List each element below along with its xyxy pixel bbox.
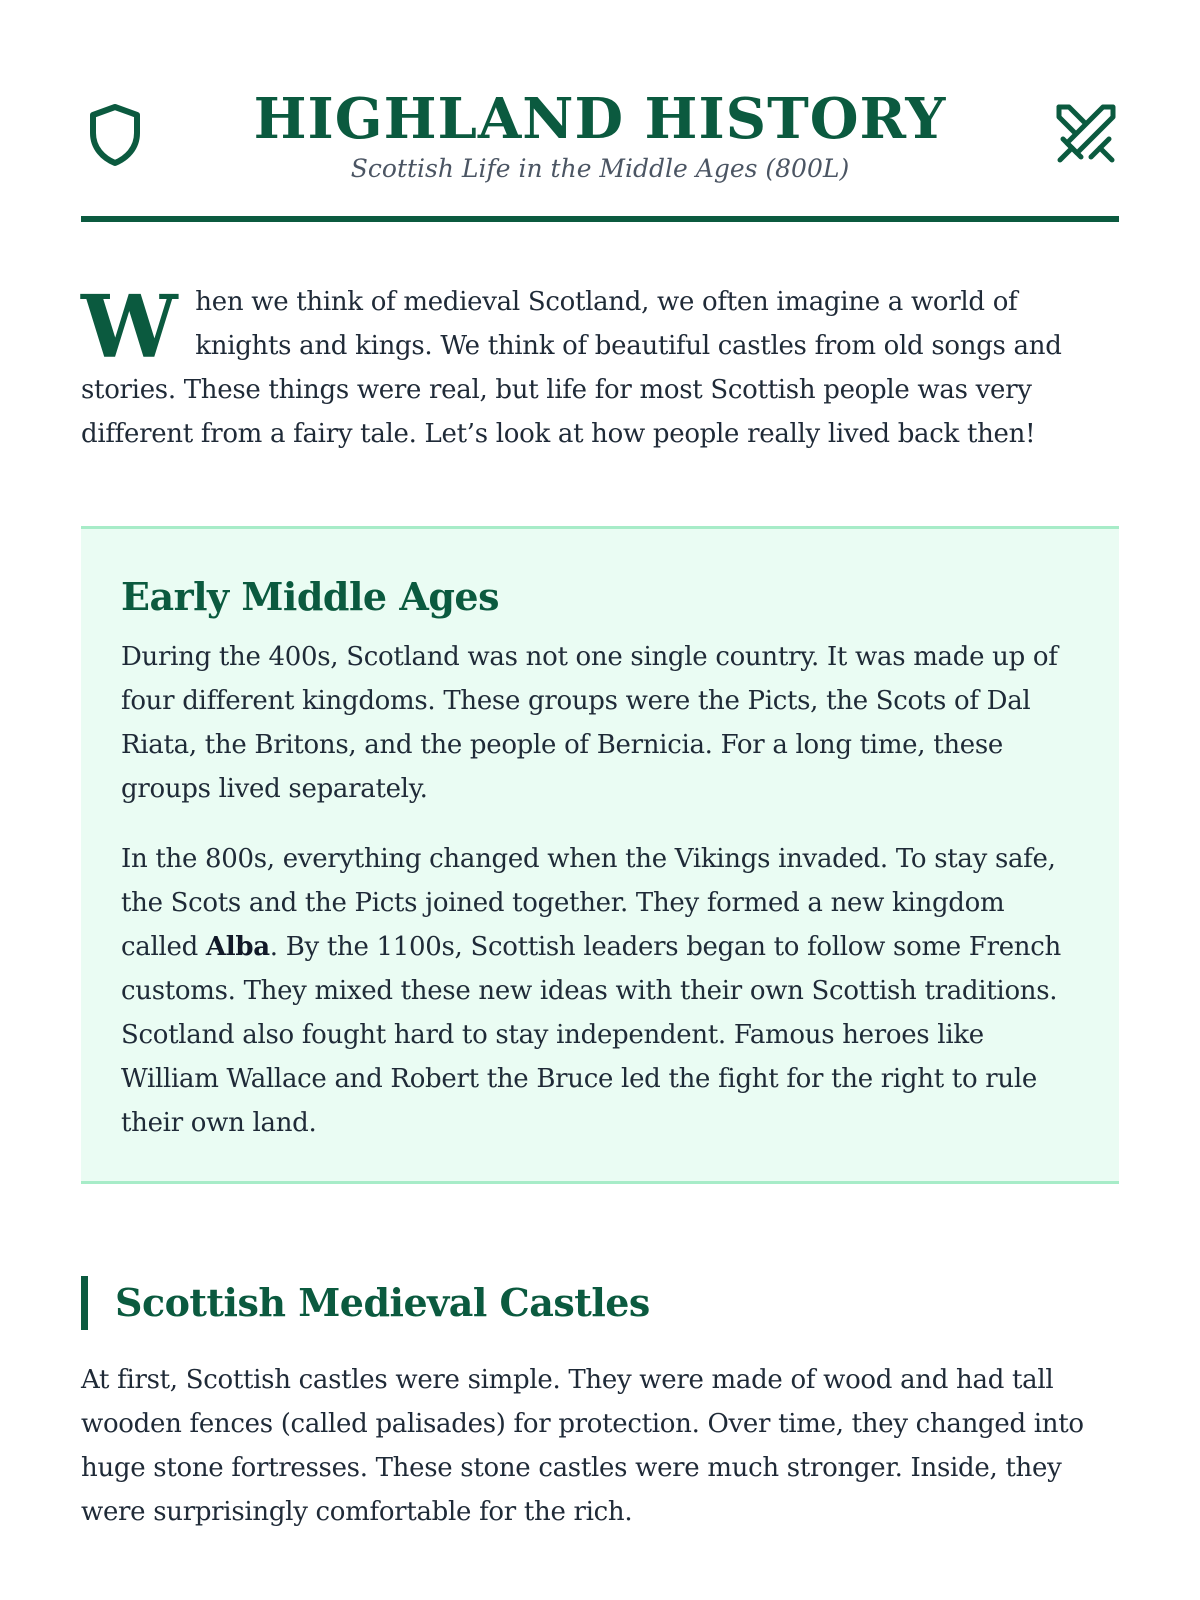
page-title: HIGHLAND HISTORY <box>253 86 947 152</box>
early-middle-ages-paragraph-2 <box>121 837 1079 1145</box>
page-header <box>81 0 1119 222</box>
drop-cap: W <box>81 277 178 378</box>
intro-text: hen we think of medieval Scotland, we often imagine a world of knights and kings. We think of beautiful castles from old songs and stories. These things were real, but life for most Scottish people was very different from a fairy tale. Let’s look at how people really lived back then! <box>81 287 1062 449</box>
castles-heading: Scottish Medieval Castles <box>81 1276 1119 1330</box>
paragraph-text: . By the 1100s, Scottish leaders began to follow some French customs. They mixed these new ideas with their own Scottish traditions. Scotland also fought hard to stay independent. Famous heroes like William Wallace and Robert the Bruce led the fight for the right to rule their own land. <box>121 932 1061 1138</box>
early-middle-ages-heading: Early Middle Ages <box>121 574 499 619</box>
early-middle-ages-section <box>81 526 1119 1184</box>
castles-paragraph: At first, Scottish castles were simple. They were made of wood and had tall wooden fences (called palisades) for protection. Over time, they changed into huge stone fortresses. These stone castles were much stronger. Inside, they were surprisingly comfortable for the rich. <box>81 1365 1084 1527</box>
crossed-swords-icon <box>1055 103 1117 165</box>
early-middle-ages-paragraph-1: During the 400s, Scotland was not one single country. It was made up of four different kingdoms. These groups were the Picts, the Scots of Dal Riata, the Britons, and the people of Bernicia. For a long time, these groups lived separately. <box>121 642 1058 804</box>
page-subtitle: Scottish Life in the Middle Ages (800L) <box>350 154 850 183</box>
alba-term: Alba <box>205 932 270 962</box>
castles-section <box>81 1276 1119 1534</box>
paragraph-text: In the 800s, everything changed when the Vikings invaded. To stay safe, the Scots and the Picts joined together. They formed a new kingdom called <box>121 844 1056 962</box>
intro-paragraph <box>81 277 1119 456</box>
